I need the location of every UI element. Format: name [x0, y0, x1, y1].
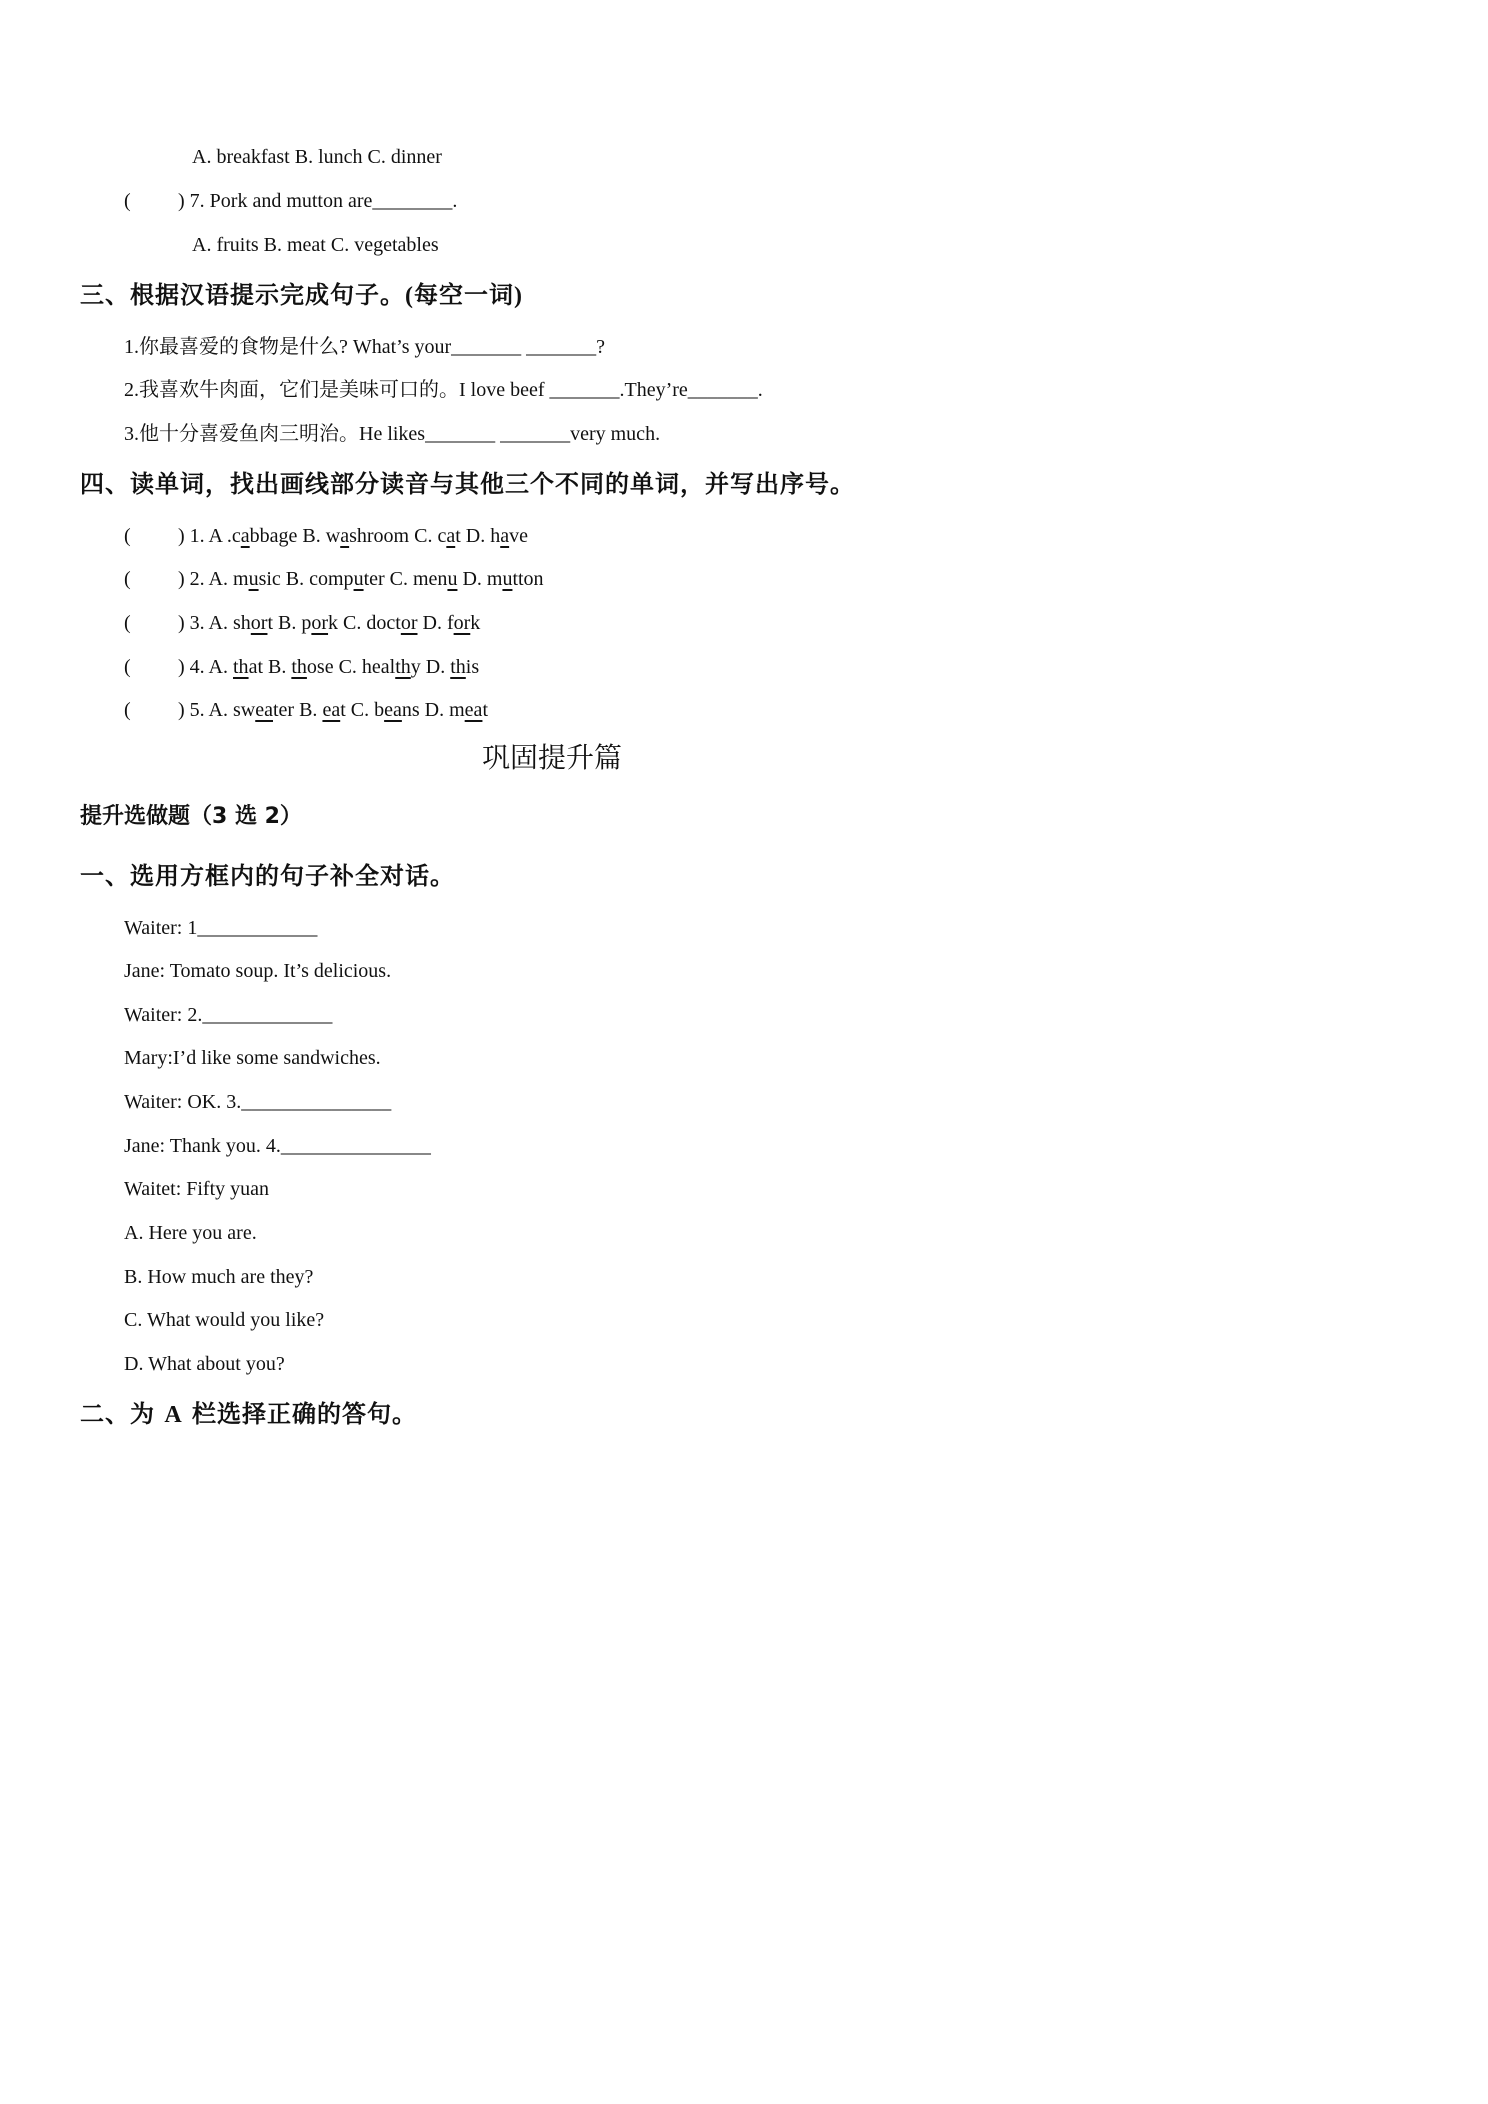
- question-6-options: A. breakfast B. lunch C. dinner: [192, 146, 442, 168]
- answer-paren: (: [124, 568, 131, 590]
- underlined-part: ea: [464, 699, 483, 721]
- underlined-part: u: [502, 568, 513, 590]
- question-text: sic B. comp: [258, 568, 354, 590]
- question-text: t: [482, 699, 488, 721]
- underlined-part: th: [291, 656, 307, 678]
- question-7-text: ) 7. Pork and mutton are________.: [178, 190, 458, 212]
- section-3-item-2: 2.我喜欢牛肉面，它们是美味可口的。I love beef _______.They’re_______.: [124, 379, 763, 401]
- underlined-part: a: [240, 525, 250, 547]
- underlined-part: a: [446, 525, 456, 547]
- underlined-part: a: [500, 525, 510, 547]
- section-3-item-1: 1.你最喜爱的食物是什么? What’s your_______ _______?: [124, 336, 606, 358]
- underlined-part: th: [233, 656, 249, 678]
- dialogue-line-2: Jane: Tomato soup. It’s delicious.: [124, 960, 392, 982]
- optional-heading: 提升选做题（3 选 2）: [80, 804, 302, 829]
- dialogue-line-1: Waiter: 1____________: [124, 917, 318, 939]
- question-text: D. f: [417, 612, 454, 634]
- question-text: t B. p: [267, 612, 312, 634]
- underlined-part: or: [250, 612, 268, 634]
- answer-paren: (: [124, 656, 131, 678]
- option-a: A. Here you are.: [124, 1222, 257, 1244]
- underlined-part: th: [450, 656, 466, 678]
- dialogue-line-4: Mary:I’d like some sandwiches.: [124, 1047, 381, 1069]
- underlined-part: a: [340, 525, 350, 547]
- option-c: C. What would you like?: [124, 1309, 325, 1331]
- section-3-heading-cn: 三、根据汉语提示完成句子。: [80, 281, 405, 309]
- underlined-part: ea: [255, 699, 273, 721]
- phonics-question-2: [124, 567, 544, 591]
- question-text: ) 1. A .c: [178, 525, 241, 547]
- option-b: B. How much are they?: [124, 1266, 314, 1288]
- question-text: ) 5. A. sw: [178, 699, 256, 721]
- question-7: [124, 189, 457, 213]
- underlined-part: or: [453, 612, 471, 634]
- part-2-heading-column: A: [164, 1402, 183, 1428]
- phonics-question-3: [124, 611, 480, 635]
- answer-paren: (: [124, 190, 131, 212]
- dialogue-line-7: Waitet: Fifty yuan: [124, 1178, 270, 1200]
- underlined-part: u: [447, 568, 458, 590]
- part-2-heading-pre: 二、为: [80, 1400, 165, 1428]
- answer-paren: (: [124, 612, 131, 634]
- question-text: D. m: [457, 568, 503, 590]
- question-text: ve: [509, 525, 528, 547]
- part-2-heading: [80, 1399, 417, 1430]
- answer-paren: (: [124, 699, 131, 721]
- consolidation-title: 巩固提升篇: [481, 741, 622, 774]
- underlined-part: u: [248, 568, 259, 590]
- dialogue-line-6: Jane: Thank you. 4._______________: [124, 1135, 431, 1157]
- underlined-part: ea: [322, 699, 341, 721]
- question-text: tton: [512, 568, 544, 590]
- underlined-part: or: [311, 612, 329, 634]
- section-3-heading-note: (每空一词): [405, 283, 523, 309]
- answer-paren: (: [124, 525, 131, 547]
- phonics-question-1: [124, 524, 528, 548]
- question-text: ter C. men: [363, 568, 448, 590]
- section-4-heading: 四、读单词，找出画线部分读音与其他三个不同的单词，并写出序号。: [80, 470, 855, 498]
- underlined-part: or: [400, 612, 418, 634]
- question-text: ) 4. A.: [178, 656, 233, 678]
- question-text: ter B.: [273, 699, 323, 721]
- section-3-item-3: 3.他十分喜爱鱼肉三明治。He likes_______ _______very much.: [124, 423, 661, 445]
- question-text: t D. h: [455, 525, 501, 547]
- question-text: at B.: [248, 656, 292, 678]
- option-d: D. What about you?: [124, 1353, 285, 1375]
- underlined-part: ea: [384, 699, 402, 721]
- question-text: k: [470, 612, 481, 634]
- question-text: ) 2. A. m: [178, 568, 249, 590]
- underlined-part: u: [353, 568, 364, 590]
- question-text: k C. doct: [328, 612, 401, 634]
- question-text: ) 3. A. sh: [178, 612, 251, 634]
- dialogue-line-3: Waiter: 2._____________: [124, 1004, 333, 1026]
- question-text: is: [465, 656, 480, 678]
- question-7-options: A. fruits B. meat C. vegetables: [192, 234, 439, 256]
- question-text: ose C. heal: [306, 656, 396, 678]
- underlined-part: th: [395, 656, 411, 678]
- question-text: bbage B. w: [249, 525, 341, 547]
- dialogue-line-5: Waiter: OK. 3._______________: [124, 1091, 392, 1113]
- section-3-heading: [80, 280, 523, 311]
- part-1-heading: 一、选用方框内的句子补全对话。: [80, 862, 455, 890]
- question-text: t C. b: [340, 699, 385, 721]
- question-text: y D.: [410, 656, 451, 678]
- phonics-question-5: [124, 698, 488, 722]
- phonics-question-4: [124, 655, 479, 679]
- question-text: shroom C. c: [349, 525, 447, 547]
- part-2-heading-post: 栏选择正确的答句。: [182, 1400, 418, 1428]
- question-text: ns D. m: [401, 699, 465, 721]
